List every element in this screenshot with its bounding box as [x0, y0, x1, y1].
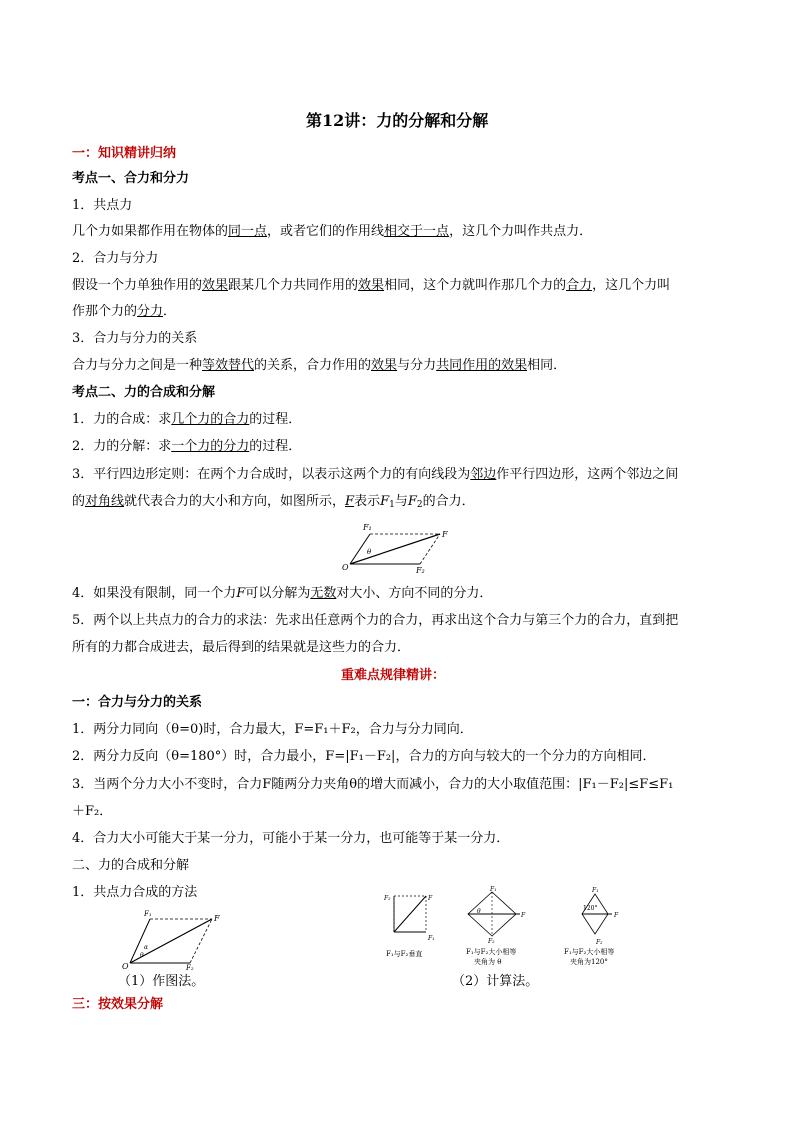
item-q3-line-2: 的对角线就代表合力的大小和方向，如图所示，F表示$F_1$与$F_2$的合力． [72, 494, 475, 510]
label-o: O [122, 962, 129, 970]
svg-text:F: F [521, 912, 526, 919]
relation-heading: 一：合力与分力的关系 [72, 695, 203, 710]
label-f: F [214, 914, 220, 923]
perpendicular-forces-figure [383, 895, 435, 958]
label-f1: F₁ [144, 910, 152, 918]
graphic-method-diagram [118, 905, 228, 970]
paragraph-1: 几个力如果都作用在物体的同一点，或者它们的作用线相交于一点，这几个力叫作共点力． [72, 224, 593, 239]
svg-text:F₁: F₁ [592, 887, 599, 894]
relation-item-3-line-1: 3．当两个分力大小不变时，合力F随两分力夹角θ的增大而减小，合力的大小取值范围：|F₁－F₂|≤F≤F₁ [72, 777, 674, 792]
svg-text:F₂: F₂ [596, 939, 603, 946]
paragraph-2-line-2: 作那个力的分力． [72, 304, 177, 319]
key-points-heading: 重难点规律精讲： [341, 668, 446, 683]
item-q1: 1．力的合成：求几个力的合力的过程． [72, 412, 302, 427]
section-2-heading: 二、力的合成和分解 [72, 858, 190, 873]
calculation-method-diagrams [380, 886, 630, 966]
label-theta: θ [140, 952, 144, 959]
label-f2: F₂ [186, 964, 194, 970]
resultant-vector [350, 534, 440, 564]
section-2-item-1: 1．共点力合成的方法 [72, 885, 198, 900]
svg-text:F: F [428, 895, 433, 902]
svg-text:F₂: F₂ [488, 938, 495, 945]
dashed-side [190, 919, 212, 963]
paragraph-2-line-1: 假设一个力单独作用的效果跟某几个力共同作用的效果相同，这个力就叫作那几个力的合力，这几个力叫 [72, 278, 671, 293]
svg-text:F₁: F₁ [490, 886, 497, 893]
caption-graphic-method: （1）作图法。 [118, 974, 205, 989]
label-alpha: α [144, 944, 149, 951]
relation-item-1: 1．两分力同向（θ=0)时，合力最大，F=F₁＋F₂，合力与分力同向． [72, 722, 473, 737]
label-theta: θ [367, 548, 372, 556]
label-f: F [442, 530, 448, 539]
svg-text:夹角为120°: 夹角为120° [570, 958, 608, 966]
svg-text:θ: θ [477, 908, 481, 915]
item-q3-line-1: 3．平行四边形定则：在两个力合成时，以表示这两个力的有向线段为邻边作平行四边形，这两个邻边之间 [72, 467, 679, 482]
svg-text:F₁: F₁ [428, 935, 435, 942]
item-q5-line-1: 5．两个以上共点力的合力的求法：先求出任意两个力的合力，再求出这个合力与第三个力的合力，直到把 [72, 613, 679, 628]
label-o: O [342, 563, 349, 572]
section-heading-1: 一：知识精讲归纳 [72, 146, 177, 161]
svg-text:F₂: F₂ [384, 895, 391, 902]
paragraph-1-heading: 1．共点力 [72, 198, 133, 213]
svg-text:夹角为 θ: 夹角为 θ [474, 958, 502, 966]
label-f2: F₂ [416, 566, 425, 575]
paragraph-3-heading: 3．合力与分力的关系 [72, 331, 198, 346]
svg-text:F₁与F₂垂直: F₁与F₂垂直 [386, 950, 423, 958]
svg-text:120°: 120° [583, 905, 598, 912]
svg-text:F₁与F₂大小相等: F₁与F₂大小相等 [564, 948, 615, 956]
item-q4: 4．如果没有限制，同一个力F可以分解为无数对大小、方向不同的分力． [72, 586, 493, 601]
svg-text:F₁与F₂大小相等: F₁与F₂大小相等 [466, 948, 517, 956]
section-3-heading: 三：按效果分解 [72, 997, 164, 1012]
caption-calculation-method: （2）计算法。 [452, 974, 539, 989]
relation-item-2: 2．两分力反向（θ=180°）时，合力最小，F=|F₁－F₂|，合力的方向与较大的一个分力的方向相同． [72, 749, 656, 764]
item-q2: 2．力的分解：求一个力的分力的过程． [72, 439, 302, 454]
relation-item-3-line-2: ＋F₂． [72, 804, 113, 819]
dashed-side [420, 534, 440, 564]
paragraph-3: 合力与分力之间是一种等效替代的关系，合力作用的效果与分力共同作用的效果相同． [72, 358, 567, 373]
paragraph-2-heading: 2．合力与分力 [72, 251, 159, 266]
label-f1: F₁ [363, 523, 372, 532]
page-title: 第12讲：力的分解和分解 [306, 111, 489, 130]
equal-forces-theta-figure [466, 886, 526, 966]
parallelogram-diagram [340, 520, 460, 575]
item-q5-line-2: 所有的力都合成进去，最后得到的结果就是这些力的合力． [72, 640, 411, 655]
topic-heading-2: 考点二、力的合成和分解 [72, 385, 216, 400]
relation-item-4: 4．合力大小可能大于某一分力，可能小于某一分力，也可能等于某一分力． [72, 831, 510, 846]
topic-heading-1: 考点一、合力和分力 [72, 171, 190, 186]
equal-forces-120-figure [564, 887, 619, 966]
svg-text:F: F [614, 912, 619, 919]
